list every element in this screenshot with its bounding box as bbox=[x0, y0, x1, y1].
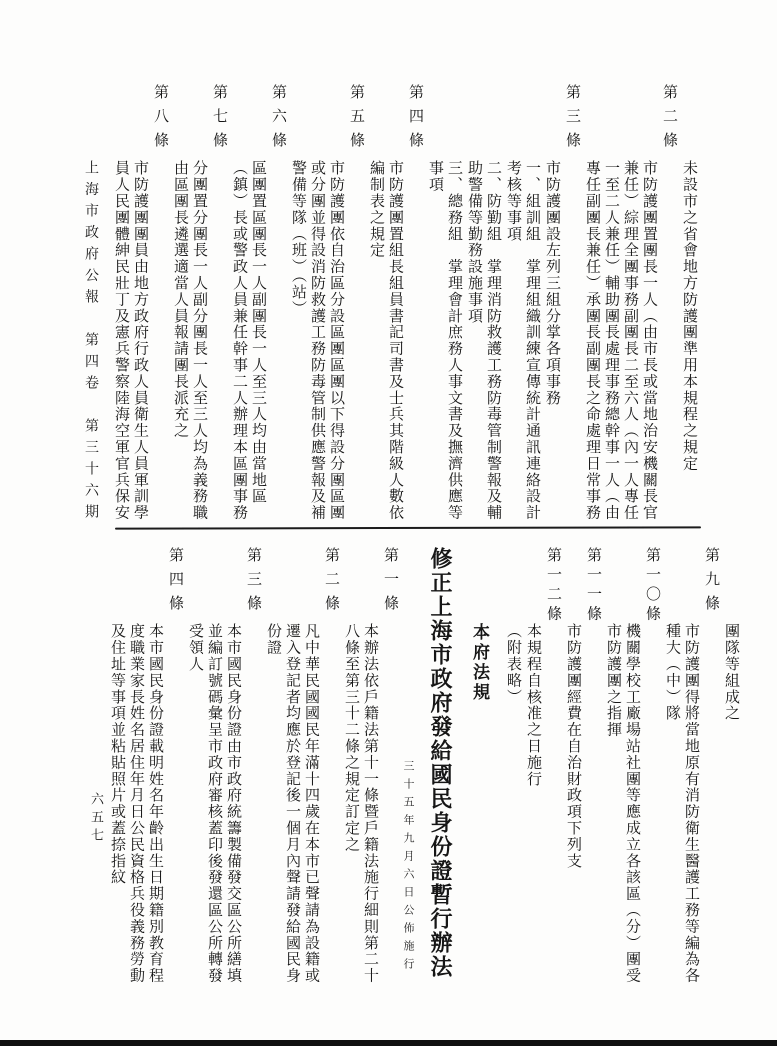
law-article-2 bbox=[263, 547, 340, 988]
article-7 bbox=[170, 84, 228, 524]
article-number: 第一條 bbox=[382, 547, 398, 619]
article-text: 機關學校工廠場站社團等應成立各該區（分）團受市防護團之指揮 bbox=[605, 623, 640, 984]
article-8 bbox=[111, 84, 169, 524]
law-article-3 bbox=[185, 547, 262, 988]
continuation-paragraph: 團隊等組成之 bbox=[723, 623, 739, 722]
article-number: 第三條 bbox=[564, 84, 580, 156]
law-article-4 bbox=[107, 547, 184, 988]
bottom-section bbox=[106, 547, 741, 988]
article-text: 市防護團置團長一人（由市長或當地治安機關長官兼任）綜理全團事務副團長二至六人（內一人專任一至二人兼任）輔助團長處理事務總幹事一人（由專任副團長兼任）承團長副團長之命處理日常事務 bbox=[584, 160, 657, 521]
gazette-running-header: 上海市政府公報 第四卷 第三十六期 bbox=[83, 160, 98, 526]
article-text: 市防護團依自治區分設區團區團以下得設分團區團或分團並得設消防救護工務防毒管制供應警報及補警備等隊（班）（站） bbox=[290, 160, 344, 521]
law-article-1 bbox=[341, 547, 399, 988]
article-3 bbox=[425, 84, 581, 524]
article-text: 市防護團經費在自治財政項下列支 bbox=[565, 623, 581, 869]
article-12 bbox=[503, 547, 562, 988]
regulation-top-section bbox=[110, 84, 699, 524]
article-text: 本規程自核准之日施行 bbox=[525, 623, 541, 787]
article-text: 本市國民身份證由市政府統籌製備發交區公所繕填並編訂號碼彙呈市政府審核蓋印後發還區公所轉發受領人 bbox=[187, 623, 241, 984]
article-number: 第二條 bbox=[323, 547, 339, 619]
article-number: 第四條 bbox=[167, 547, 183, 619]
article-number: 第一一條 bbox=[585, 547, 601, 625]
article-number: 第九條 bbox=[703, 547, 719, 619]
continuation-paragraph: 未設市之省會地方防護團準用本規程之規定 bbox=[681, 160, 697, 472]
article-text: 本辦法依戶籍法第十一條暨戶籍法施行細則第二十八條至第三十二條之規定訂定之 bbox=[343, 623, 378, 984]
article-number: 第四條 bbox=[407, 84, 423, 156]
article-text: 市防護團得將當地原有消防衛生醫護工務等編為各種大（中）隊 bbox=[664, 623, 699, 984]
article-number: 第一〇條 bbox=[644, 547, 660, 625]
appendix-note: （附表略） bbox=[505, 623, 521, 705]
article-text: 市防護團置組長組員書記司書及士兵其階級人數依編制表之規定 bbox=[368, 160, 403, 521]
article-text: 分團置分團長一人副分團長一人至三人均為義務職由區團長遴選適當人員報請團長派充之 bbox=[172, 160, 207, 521]
article-text: 凡中華民國國民年滿十四歲在本市已聲請為設籍或遷入登記者均應於登記後一個月內聲請發給國民身份證 bbox=[265, 623, 319, 984]
section-heading: 本府法規 bbox=[470, 623, 489, 703]
article-number: 第一二條 bbox=[545, 547, 561, 625]
section-divider bbox=[115, 526, 701, 529]
article-5 bbox=[288, 84, 365, 524]
article-10 bbox=[603, 547, 661, 988]
article-number: 第七條 bbox=[211, 84, 227, 156]
promulgation-note: 三十五年九月六日公佈施行 bbox=[402, 760, 414, 976]
article-2 bbox=[582, 84, 678, 524]
list-item: 一、組訓組 掌理組織訓練宣傳統計通訊連絡設計考核等事項 bbox=[505, 160, 540, 521]
article-text: 本市國民身份證載明姓名年齡出生日期籍別教育程度職業家長姓名居住年月日公民資格兵役義務勞動及住址等事項並粘貼照片或蓋捺指紋 bbox=[109, 623, 163, 984]
article-number: 第六條 bbox=[270, 84, 286, 156]
article-6 bbox=[229, 84, 287, 524]
article-text: 市防護團設左列三組分掌各項事務 bbox=[544, 160, 560, 406]
article-text: 區團置區團長一人副團長一人至三人均由當地區（鎮）長或警政人員兼任幹事二人辦理本區團事務 bbox=[231, 160, 266, 521]
article-text: 市防護團團員由地方政府行政人員衛生人員軍訓學員人民團體紳民壯丁及憲兵警察陸海空軍官兵保安 bbox=[113, 160, 148, 521]
article-number: 第八條 bbox=[152, 84, 168, 156]
law-title: 修正上海市政府發給國民身份證暫行辦法 bbox=[428, 547, 453, 979]
list-item: 三、總務組 掌理會計庶務人事文書及撫濟供應等事項 bbox=[427, 160, 462, 521]
article-number: 第五條 bbox=[348, 84, 364, 156]
article-11 bbox=[563, 547, 602, 988]
article-number: 第二條 bbox=[661, 84, 677, 156]
article-number: 第三條 bbox=[245, 547, 261, 619]
page-number: 六五七 bbox=[89, 792, 104, 846]
list-item: 二、防勤組 掌理消防救護工務防毒管制警報及輔助警備等勤務設施事項 bbox=[466, 160, 501, 521]
article-4 bbox=[366, 84, 424, 524]
article-9 bbox=[662, 547, 720, 988]
scan-edge bbox=[0, 1040, 777, 1046]
